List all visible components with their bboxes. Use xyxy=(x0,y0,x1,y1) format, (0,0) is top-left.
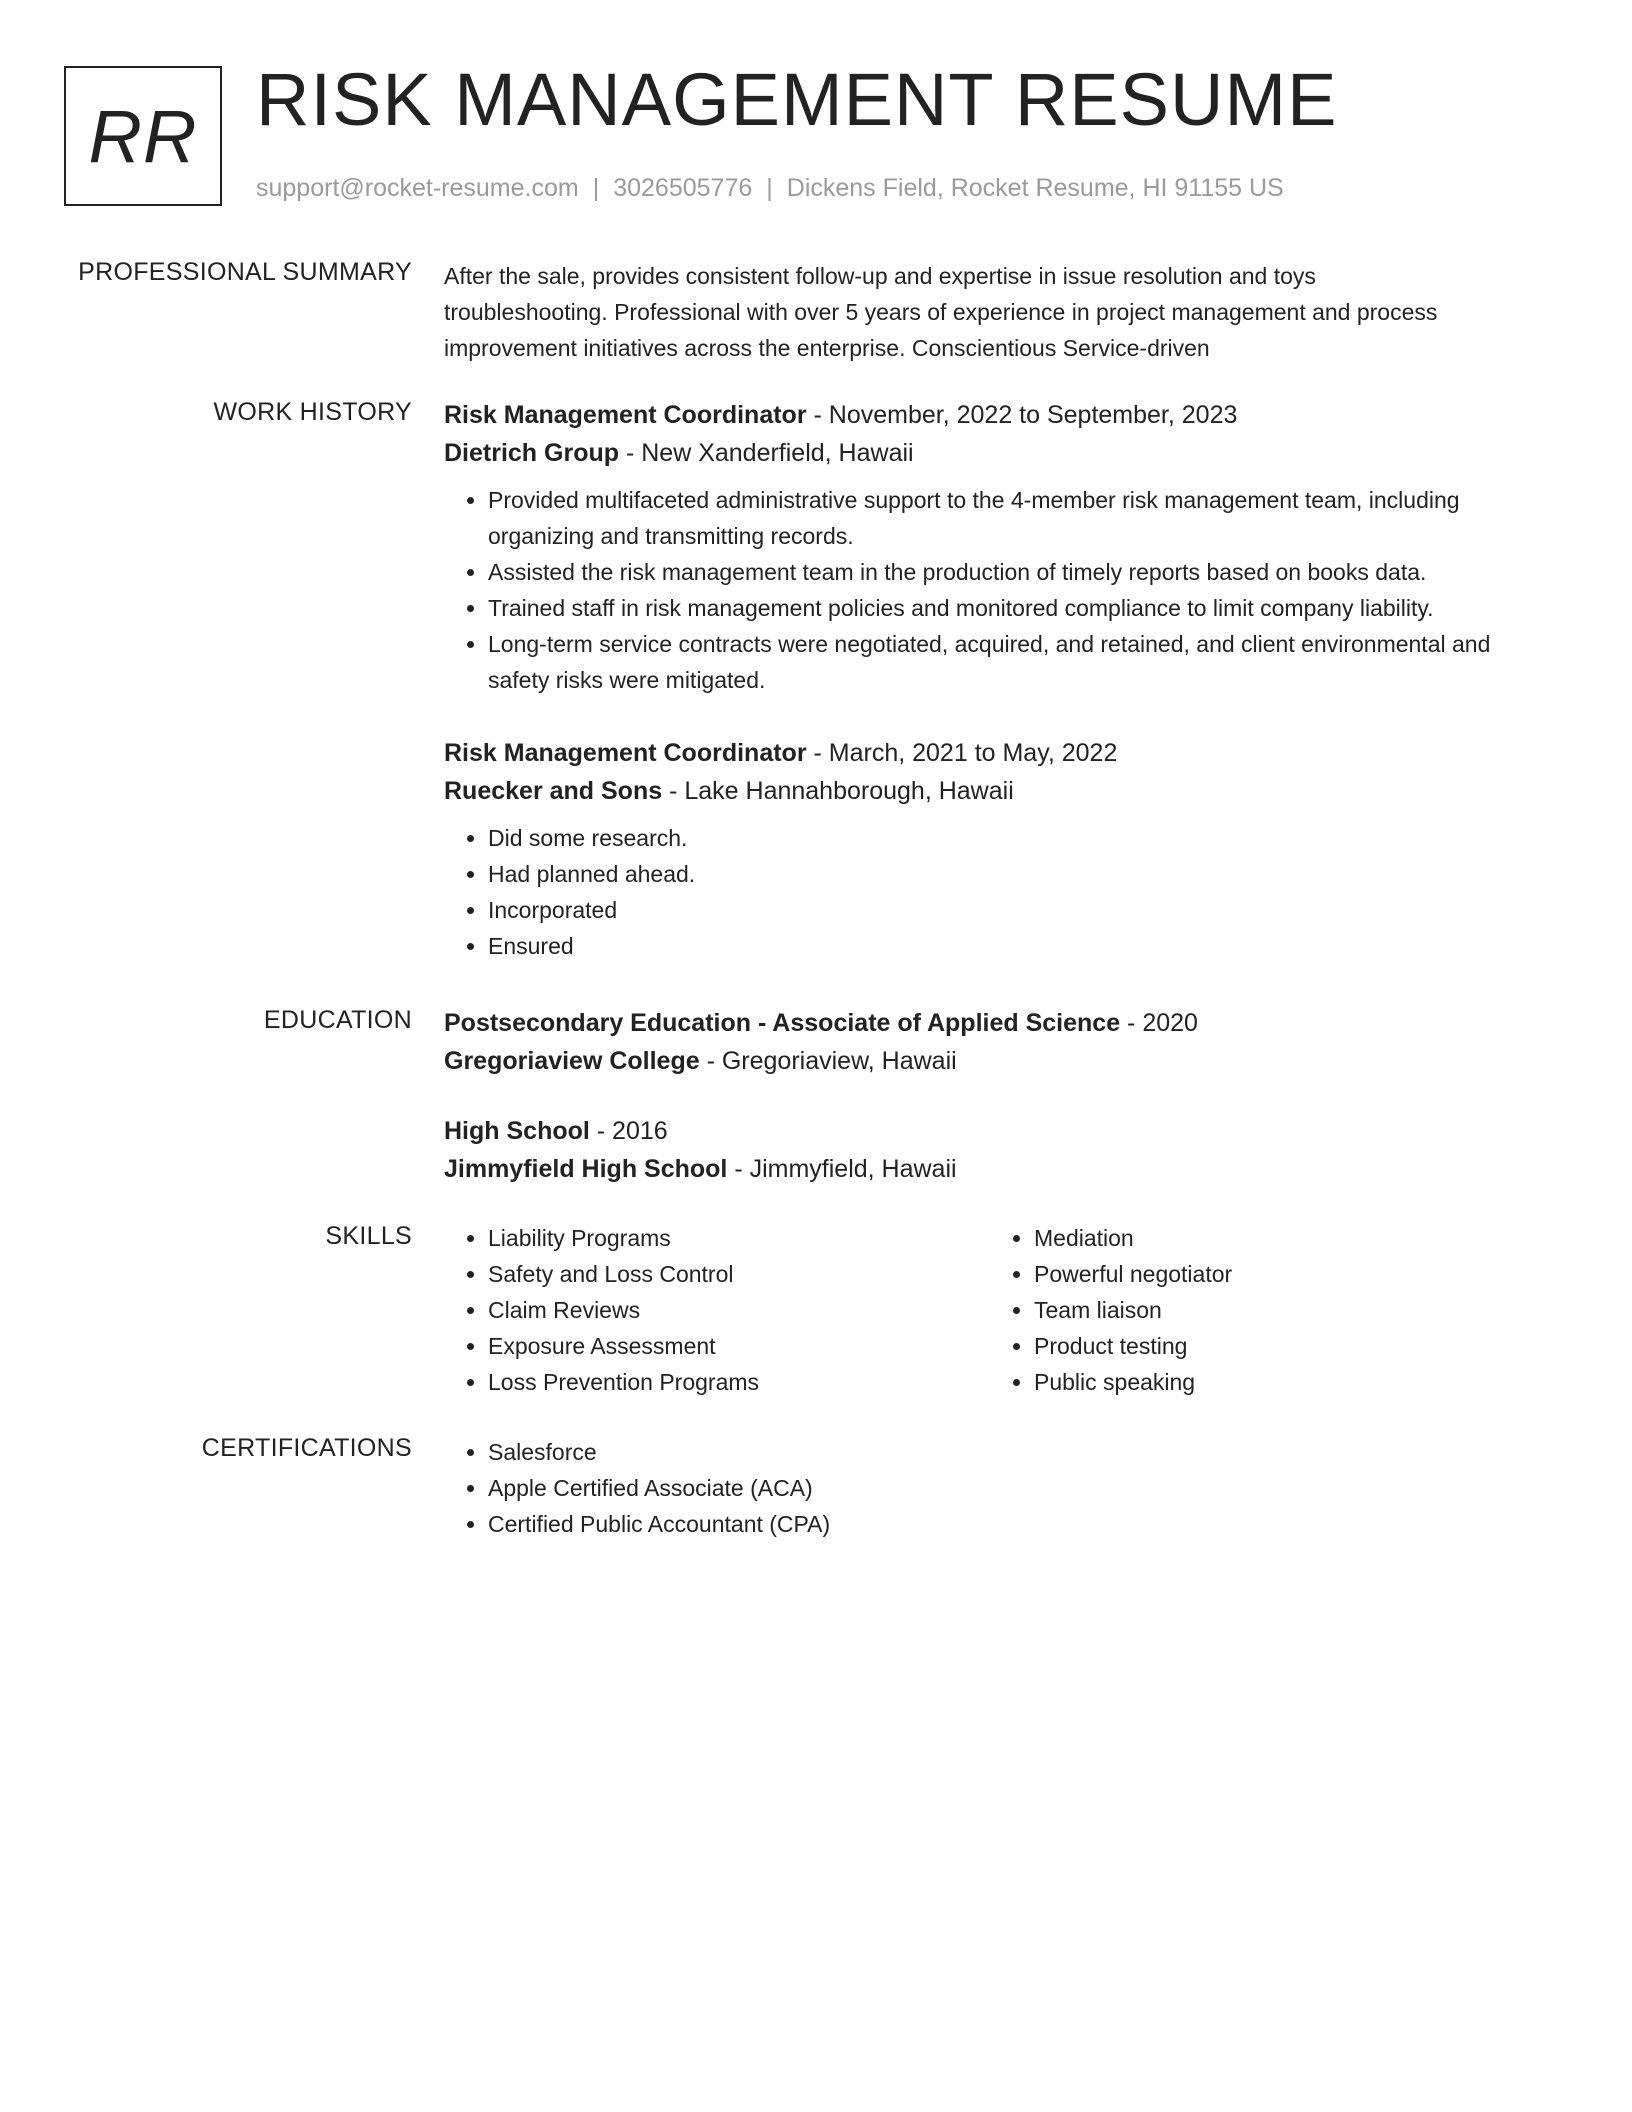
skill-item: • Team liaison xyxy=(1034,1292,1536,1328)
education-year: - 2016 xyxy=(589,1117,668,1145)
job-entry xyxy=(444,734,1544,964)
job-company: Dietrich Group xyxy=(444,439,620,467)
certification-item: • Salesforce xyxy=(488,1434,1544,1470)
education-school: Gregoriaview College xyxy=(444,1047,700,1075)
education-location: - Gregoriaview, Hawaii xyxy=(699,1047,957,1075)
monogram-box xyxy=(64,66,222,206)
skill-item: • Public speaking xyxy=(1034,1364,1536,1400)
contact-email[interactable]: support@rocket-resume.com xyxy=(256,174,579,202)
certifications-list xyxy=(444,1434,1544,1542)
summary-text xyxy=(444,258,1544,366)
certifications-heading: CERTIFICATIONS xyxy=(201,1434,412,1462)
job-bullet: • Did some research. xyxy=(488,820,1544,856)
job-company: Ruecker and Sons xyxy=(444,777,663,805)
summary-heading: PROFESSIONAL SUMMARY xyxy=(78,258,412,286)
contact-phone[interactable]: 3026505776 xyxy=(613,174,753,202)
skills-column-left xyxy=(444,1220,990,1400)
job-dates: - March, 2021 to May, 2022 xyxy=(806,739,1118,767)
education-year: - 2020 xyxy=(1120,1009,1198,1037)
certification-item: • Apple Certified Associate (ACA) xyxy=(488,1470,1544,1506)
certification-item: • Certified Public Accountant (CPA) xyxy=(488,1506,1544,1542)
education-degree-line xyxy=(444,1004,1544,1042)
skills-columns xyxy=(444,1220,1544,1400)
job-dates: - November, 2022 to September, 2023 xyxy=(806,401,1238,429)
skill-item: • Loss Prevention Programs xyxy=(488,1364,990,1400)
job-bullets xyxy=(444,820,1544,964)
skill-item: • Exposure Assessment xyxy=(488,1328,990,1364)
skill-item: • Safety and Loss Control xyxy=(488,1256,990,1292)
summary-line: improvement initiatives across the enterprise. Conscientious Service-driven xyxy=(444,335,1210,361)
job-company-line xyxy=(444,434,1544,472)
certifications-body xyxy=(444,1434,1544,1542)
job-company-line xyxy=(444,772,1544,810)
education-location: - Jimmyfield, Hawaii xyxy=(727,1155,957,1183)
skill-item: • Mediation xyxy=(1034,1220,1536,1256)
job-title-line xyxy=(444,734,1544,772)
contact-line xyxy=(256,174,1284,203)
job-bullet: • Assisted the risk management team in the production of timely reports based on books data. xyxy=(488,554,1544,590)
education-school-line xyxy=(444,1042,1544,1080)
summary-line: After the sale, provides consistent follow-up and expertise in issue resolution and toys xyxy=(444,263,1316,289)
job-title: Risk Management Coordinator xyxy=(444,739,807,767)
skill-item: • Liability Programs xyxy=(488,1220,990,1256)
education-heading: EDUCATION xyxy=(263,1006,412,1034)
education-degree: High School xyxy=(444,1117,590,1145)
contact-separator: | xyxy=(766,174,773,202)
skills-column-right xyxy=(990,1220,1536,1400)
skill-item: • Claim Reviews xyxy=(488,1292,990,1328)
education-school: Jimmyfield High School xyxy=(444,1155,728,1183)
job-bullet: • Ensured xyxy=(488,928,1544,964)
work-history-heading: WORK HISTORY xyxy=(213,398,412,426)
skills-list xyxy=(990,1220,1536,1400)
education-school-line xyxy=(444,1150,1544,1188)
summary-line: troubleshooting. Professional with over 5 years of experience in project management and process xyxy=(444,299,1438,325)
contact-separator: | xyxy=(592,174,600,202)
skills-heading: SKILLS xyxy=(325,1222,412,1250)
skill-item: • Powerful negotiator xyxy=(1034,1256,1536,1292)
job-location: - Lake Hannahborough, Hawaii xyxy=(662,777,1014,805)
job-bullet: • Long-term service contracts were negotiated, acquired, and retained, and client environmental and safety risks were mitigated. xyxy=(488,626,1544,698)
job-bullet: • Incorporated xyxy=(488,892,1544,928)
contact-address: Dickens Field, Rocket Resume, HI 91155 US xyxy=(786,174,1284,202)
skills-list xyxy=(444,1220,990,1400)
monogram-initials: RR xyxy=(88,94,198,178)
job-title: Risk Management Coordinator xyxy=(444,401,807,429)
job-bullet: • Had planned ahead. xyxy=(488,856,1544,892)
education-degree: Postsecondary Education - Associate of Applied Science xyxy=(444,1009,1121,1037)
job-bullet: • Trained staff in risk management policies and monitored compliance to limit company liability. xyxy=(488,590,1544,626)
education-degree-line xyxy=(444,1112,1544,1150)
job-entry xyxy=(444,396,1544,698)
job-bullets xyxy=(444,482,1544,698)
job-bullet: • Provided multifaceted administrative support to the 4-member risk management team, including organizing and transmitting records. xyxy=(488,482,1544,554)
education-entry xyxy=(444,1112,1544,1188)
job-location: - New Xanderfield, Hawaii xyxy=(619,439,914,467)
skill-item: • Product testing xyxy=(1034,1328,1536,1364)
education-entry xyxy=(444,1004,1544,1080)
resume-title: RISK MANAGEMENT RESUME xyxy=(256,58,1338,141)
job-title-line xyxy=(444,396,1544,434)
